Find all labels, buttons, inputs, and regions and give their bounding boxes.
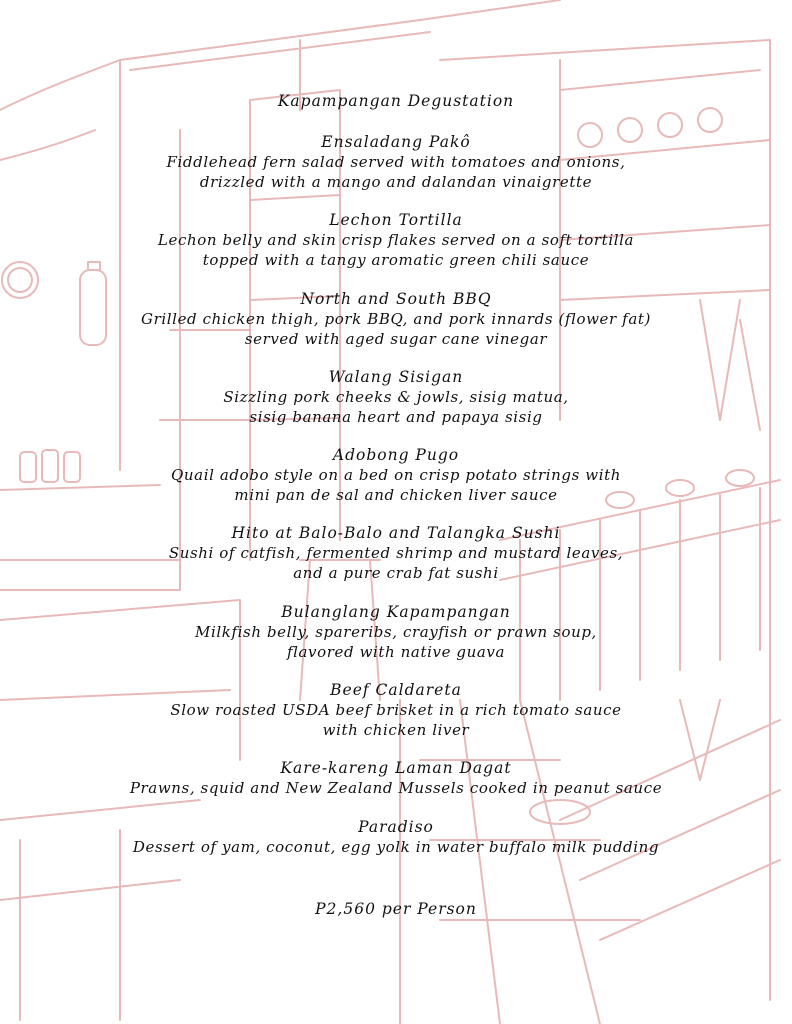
course-description-line: and a pure crab fat sushi <box>293 564 499 582</box>
course-description-line: Sushi of catfish, fermented shrimp and mustard leaves, <box>168 544 624 562</box>
menu-title: Kapampangan Degustation <box>277 92 515 110</box>
course-description-line: flavored with native guava <box>286 643 506 661</box>
course-description-line: Slow roasted USDA beef brisket in a rich tomato sauce <box>170 701 622 719</box>
course-description-line: Sizzling pork cheeks & jowls, sisig matua, <box>223 388 569 406</box>
course-description-line: Quail adobo style on a bed on crisp potato strings with <box>171 466 621 484</box>
course-name: Hito at Balo-Balo and Talangka Sushi <box>231 524 561 542</box>
course-name: Beef Caldareta <box>330 681 462 699</box>
course-name: Adobong Pugo <box>332 446 460 464</box>
course-description-line: with chicken liver <box>322 721 470 739</box>
course-description-line: topped with a tangy aromatic green chili sauce <box>202 251 590 269</box>
course-description-line: served with aged sugar cane vinegar <box>244 330 548 348</box>
course-description-line: Fiddlehead fern salad served with tomatoes and onions, <box>166 153 626 171</box>
course-name: Paradiso <box>358 818 434 836</box>
course-description-line: Dessert of yam, coconut, egg yolk in water buffalo milk pudding <box>132 838 660 856</box>
course-description-line: sisig banana heart and papaya sisig <box>249 408 543 426</box>
course-name: Lechon Tortilla <box>329 211 463 229</box>
course-description-line: Milkfish belly, spareribs, crayfish or prawn soup, <box>195 623 597 641</box>
course-name: Walang Sisigan <box>328 368 464 386</box>
course-description-line: Lechon belly and skin crisp flakes served on a soft tortilla <box>157 231 635 249</box>
course-description-line: mini pan de sal and chicken liver sauce <box>234 486 558 504</box>
course-name: North and South BBQ <box>300 290 492 308</box>
course-description-line: drizzled with a mango and dalandan vinaigrette <box>199 173 593 191</box>
course-name: Bulanglang Kapampangan <box>281 603 511 621</box>
course-description-line: Prawns, squid and New Zealand Mussels cooked in peanut sauce <box>129 779 663 797</box>
course-description-line: Grilled chicken thigh, pork BBQ, and pork innards (flower fat) <box>141 310 651 328</box>
menu-price: P2,560 per Person <box>315 900 477 918</box>
course-name: Ensaladang Pakô <box>321 133 471 151</box>
course-name: Kare-kareng Laman Dagat <box>280 759 512 777</box>
